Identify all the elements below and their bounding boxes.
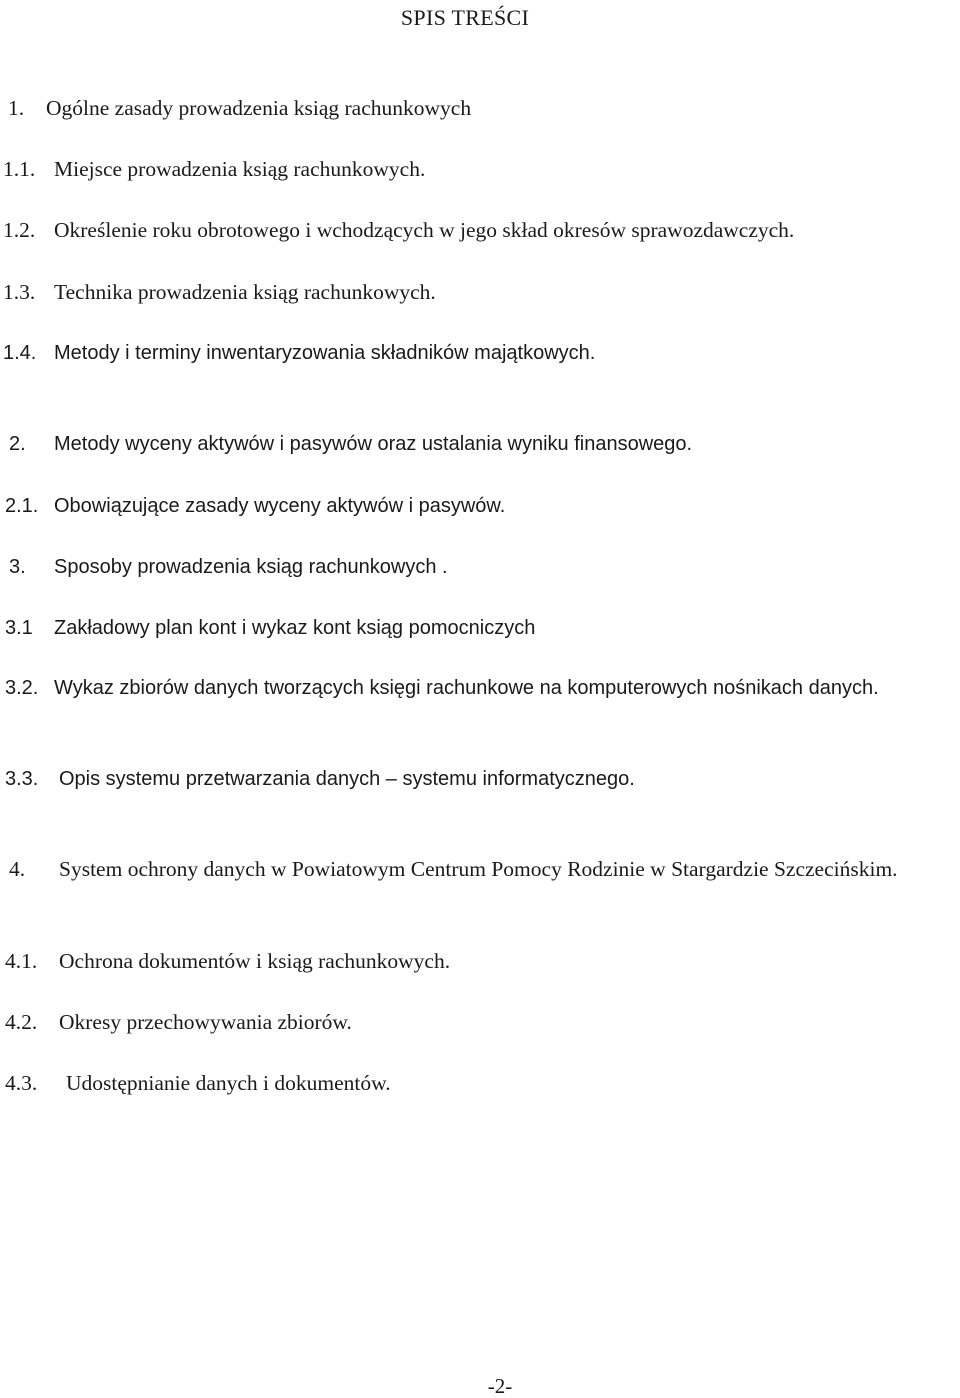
toc-entry-number: 1.1. — [3, 157, 36, 181]
toc-entry-text: Określenie roku obrotowego i wchodzących w jego skład okresów sprawozdawczych. — [54, 218, 795, 242]
toc-entry-text: Metody wyceny aktywów i pasywów oraz ustalania wyniku finansowego. — [54, 433, 693, 455]
toc-entry-text: Udostępnianie danych i dokumentów. — [66, 1071, 391, 1095]
toc-entry-text: Obowiązujące zasady wyceny aktywów i pasywów. — [54, 495, 506, 517]
toc-entry-text: Ogólne zasady prowadzenia ksiąg rachunkowych — [46, 96, 472, 120]
toc-entry-number: 3.2. — [5, 677, 39, 699]
toc-entry-text: Metody i terminy inwentaryzowania składników majątkowych. — [54, 342, 596, 364]
toc-entry-text: Zakładowy plan kont i wykaz kont ksiąg pomocniczych — [54, 617, 536, 639]
page-title: SPIS TREŚCI — [400, 5, 530, 30]
toc-entry-text: Sposoby prowadzenia ksiąg rachunkowych . — [54, 556, 448, 578]
toc-entry-text: Ochrona dokumentów i ksiąg rachunkowych. — [59, 949, 451, 973]
toc-entry-number: 3.3. — [5, 768, 39, 790]
toc-entry-number: 4.2. — [5, 1010, 38, 1034]
toc-entry-number: 2.1. — [5, 495, 39, 517]
toc-entry-number: 3.1 — [5, 617, 33, 639]
toc-entry-number: 4.3. — [5, 1071, 38, 1095]
toc-entry-number: 2. — [9, 433, 26, 455]
toc-entry-text: Technika prowadzenia ksiąg rachunkowych. — [54, 280, 436, 304]
toc-entry-text: Miejsce prowadzenia ksiąg rachunkowych. — [54, 157, 426, 181]
toc-entry-text: Opis systemu przetwarzania danych – systemu informatycznego. — [59, 768, 635, 790]
toc-entry-text: Wykaz zbiorów danych tworzących księgi rachunkowe na komputerowych nośnikach danych. — [54, 677, 879, 699]
toc-entry-text: System ochrony danych w Powiatowym Centrum Pomocy Rodzinie w Stargardzie Szczecińskim. — [59, 857, 898, 881]
toc-entry-number: 3. — [9, 556, 26, 578]
toc-entry-number: 4. — [9, 857, 26, 881]
page-number: -2- — [487, 1374, 513, 1398]
toc-entry-number: 4.1. — [5, 949, 38, 973]
toc-entry-number: 1.3. — [3, 280, 36, 304]
toc-entry-number: 1.4. — [3, 342, 37, 364]
toc-entry-number: 1. — [8, 96, 25, 120]
toc-entry-text: Okresy przechowywania zbiorów. — [59, 1010, 352, 1034]
toc-entry-number: 1.2. — [3, 218, 36, 242]
